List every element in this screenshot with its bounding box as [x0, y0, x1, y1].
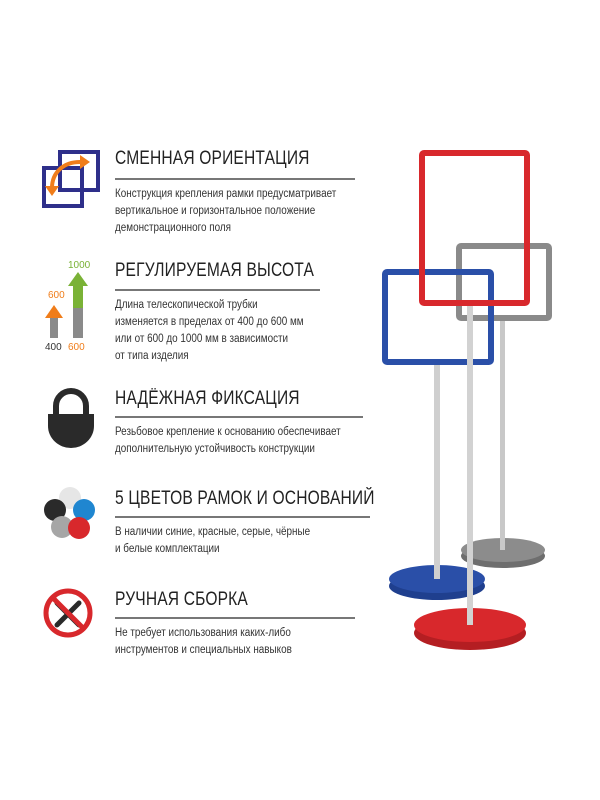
text-line: дополнительную устойчивость конструкции — [115, 443, 315, 455]
feature-title: РУЧНАЯ СБОРКА — [115, 589, 248, 610]
color-dots-icon — [40, 484, 102, 546]
feature-description — [115, 625, 292, 659]
text-line: или от 600 до 1000 мм в зависимости — [115, 333, 289, 345]
divider — [115, 289, 320, 291]
feature-description — [115, 524, 310, 558]
text-line: вертикальное и горизонтальное положение — [115, 205, 316, 217]
label-600-bottom: 600 — [68, 342, 85, 353]
height-arrows-icon — [40, 258, 105, 353]
text-line: В наличии синие, красные, серые, чёрные — [115, 526, 311, 538]
divider — [115, 516, 370, 518]
text-line: Резьбовое крепление к основанию обеспечивает — [115, 426, 341, 438]
padlock-icon — [40, 388, 102, 450]
divider — [115, 178, 355, 180]
poster-stands-product-image — [370, 140, 590, 660]
text-line: изменяется в пределах от 400 до 600 мм — [115, 316, 304, 328]
feature-title: СМЕННАЯ ОРИЕНТАЦИЯ — [115, 148, 310, 169]
text-line: Конструкция крепления рамки предусматривает — [115, 188, 337, 200]
label-600: 600 — [48, 290, 65, 301]
text-line: Длина телескопической трубки — [115, 299, 258, 311]
divider — [115, 617, 355, 619]
rotate-frame-icon — [40, 150, 102, 212]
label-400: 400 — [45, 342, 62, 353]
divider — [115, 416, 363, 418]
text-line: демонстрационного поля — [115, 222, 232, 234]
feature-title: РЕГУЛИРУЕМАЯ ВЫСОТА — [115, 260, 315, 281]
feature-description — [115, 186, 336, 237]
text-line: и белые комплектации — [115, 543, 220, 555]
label-1000: 1000 — [68, 260, 91, 271]
feature-title: НАДЁЖНАЯ ФИКСАЦИЯ — [115, 388, 300, 409]
no-tools-icon — [40, 585, 102, 647]
text-line: инструментов и специальных навыков — [115, 644, 292, 656]
text-line: от типа изделия — [115, 350, 189, 362]
text-line: Не требует использования каких-либо — [115, 627, 291, 639]
feature-description — [115, 424, 341, 458]
feature-description — [115, 297, 304, 365]
feature-title: 5 ЦВЕТОВ РАМОК И ОСНОВАНИЙ — [115, 488, 375, 509]
